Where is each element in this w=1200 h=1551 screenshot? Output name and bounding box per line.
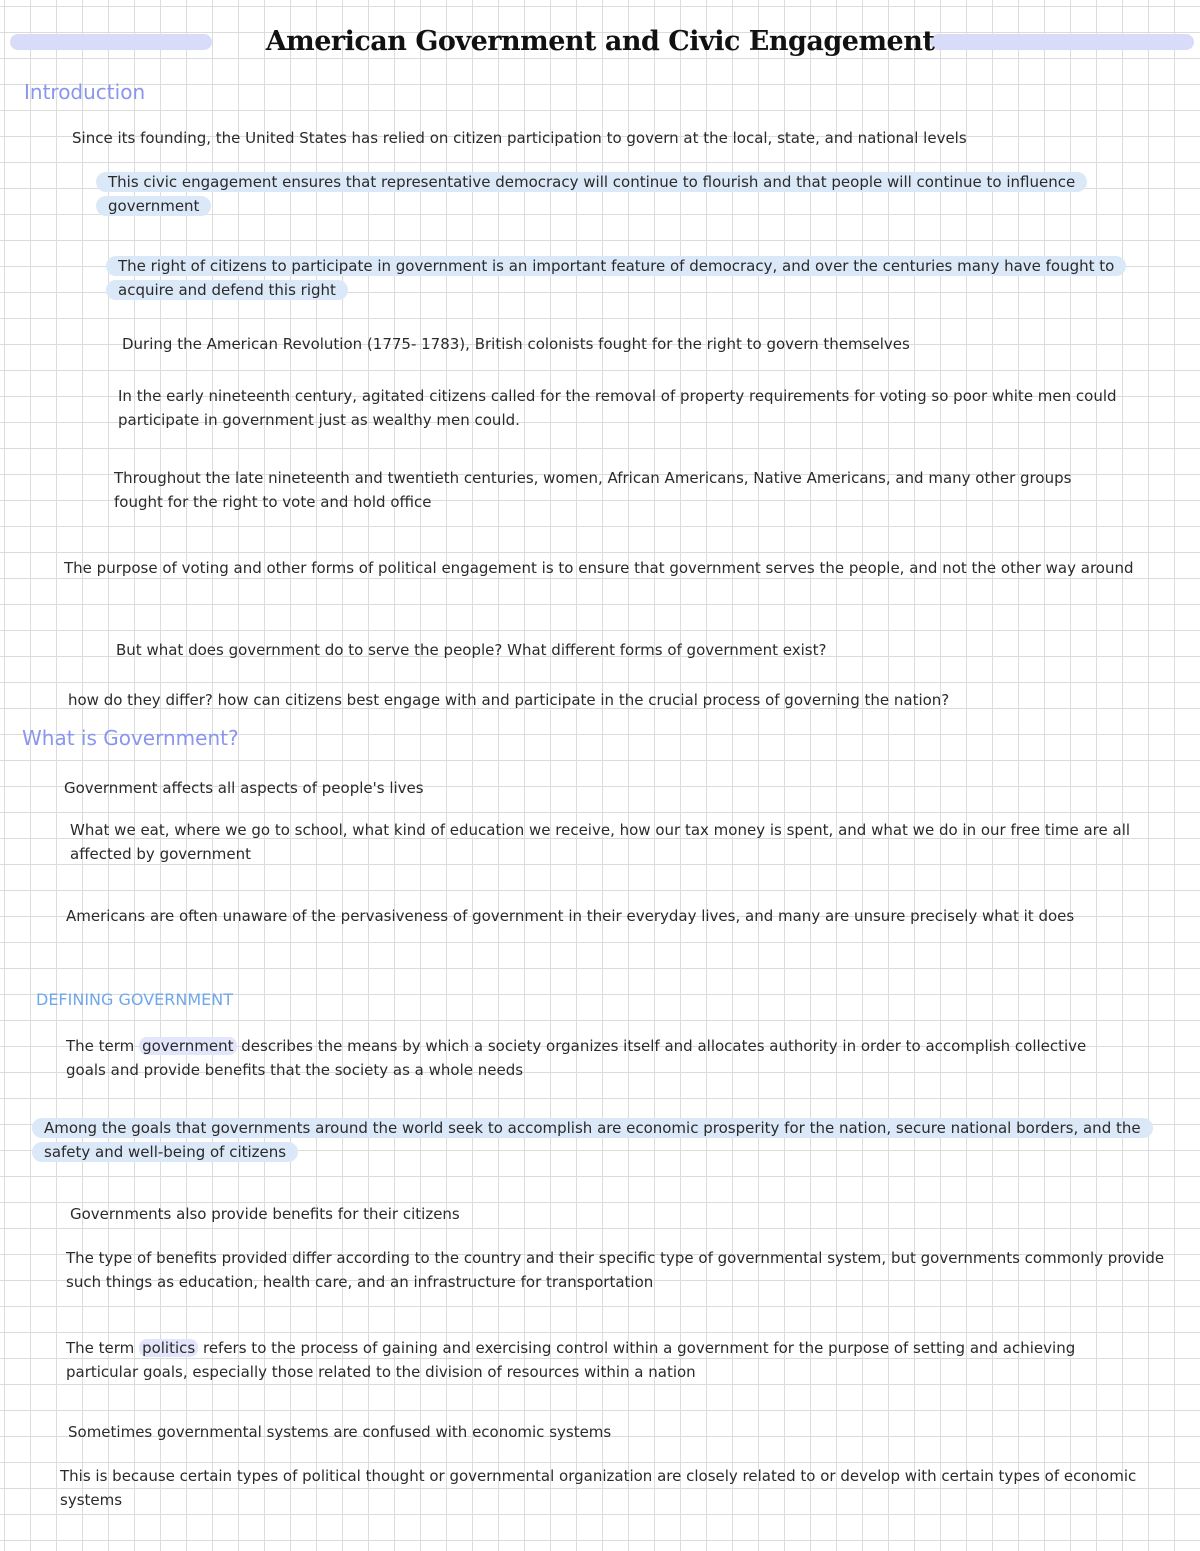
intro-paragraph-4: During the American Revolution (1775- 1783), British colonists fought for the right to govern themselves [122,335,910,353]
intro-paragraph-3 [106,254,1136,302]
defining-paragraph-7: This is because certain types of political thought or governmental organization are closely related to or develop with certain types of economic systems [60,1467,1137,1509]
text-part: The term [66,1339,140,1357]
highlight: Among the goals that governments around the world seek to accomplish are economic prosperity for the nation, secure national borders, and the safety and well-being of citizens [32,1118,1153,1162]
intro-paragraph-2 [96,170,1126,218]
defining-paragraph-6: Sometimes governmental systems are confused with economic systems [68,1423,612,1441]
defining-paragraph-5 [66,1336,1146,1384]
intro-paragraph-6: Throughout the late nineteenth and twentieth centuries, women, African Americans, Native Americans, and many other groups fought for the right to vote and hold office [114,469,1072,511]
text-part: The term [66,1037,140,1055]
heading-defining-government: DEFINING GOVERNMENT [36,990,233,1009]
intro-paragraph-9: how do they differ? how can citizens best engage with and participate in the crucial process of governing the nation? [68,691,950,709]
intro-paragraph-8: But what does government do to serve the people? What different forms of government exist? [116,641,827,659]
intro-paragraph-1: Since its founding, the United States has relied on citizen participation to govern at the local, state, and national levels [72,129,967,147]
defining-paragraph-3: Governments also provide benefits for their citizens [70,1205,460,1223]
highlight: This civic engagement ensures that representative democracy will continue to flourish and that people will continue to influence government [96,172,1087,216]
page-title: American Government and Civic Engagement [265,26,935,57]
term-government: government [139,1037,236,1055]
what-paragraph-2: What we eat, where we go to school, what kind of education we receive, how our tax money is spent, and what we do in our free time are all affected by government [70,821,1131,863]
text-part: describes the means by which a society organizes itself and allocates authority in order to accomplish collective goals and provide benefits that the society as a whole needs [66,1037,1087,1079]
term-politics: politics [139,1339,198,1357]
heading-introduction: Introduction [24,80,146,104]
highlight: The right of citizens to participate in government is an important feature of democracy, and over the centuries many have fought to acquire and defend this right [106,256,1126,300]
intro-paragraph-7: The purpose of voting and other forms of political engagement is to ensure that government serves the people, and not the other way around [64,559,1134,577]
what-paragraph-3: Americans are often unaware of the pervasiveness of government in their everyday lives, and many are unsure precisely what it does [66,907,1075,925]
defining-paragraph-4: The type of benefits provided differ according to the country and their specific type of governmental system, but governments commonly provide such things as education, health care, and an infrastructure for transportation [66,1249,1165,1291]
defining-paragraph-1 [66,1034,1126,1082]
intro-paragraph-5: In the early nineteenth century, agitated citizens called for the removal of property requirements for voting so poor white men could participate in government just as wealthy men could. [118,387,1117,429]
text-part: refers to the process of gaining and exercising control within a government for the purpose of setting and achieving particular goals, especially those related to the division of resources within a nation [66,1339,1076,1381]
what-paragraph-1: Government affects all aspects of people's lives [64,779,424,797]
heading-what-is-government: What is Government? [22,726,239,750]
defining-paragraph-2 [32,1116,1172,1164]
